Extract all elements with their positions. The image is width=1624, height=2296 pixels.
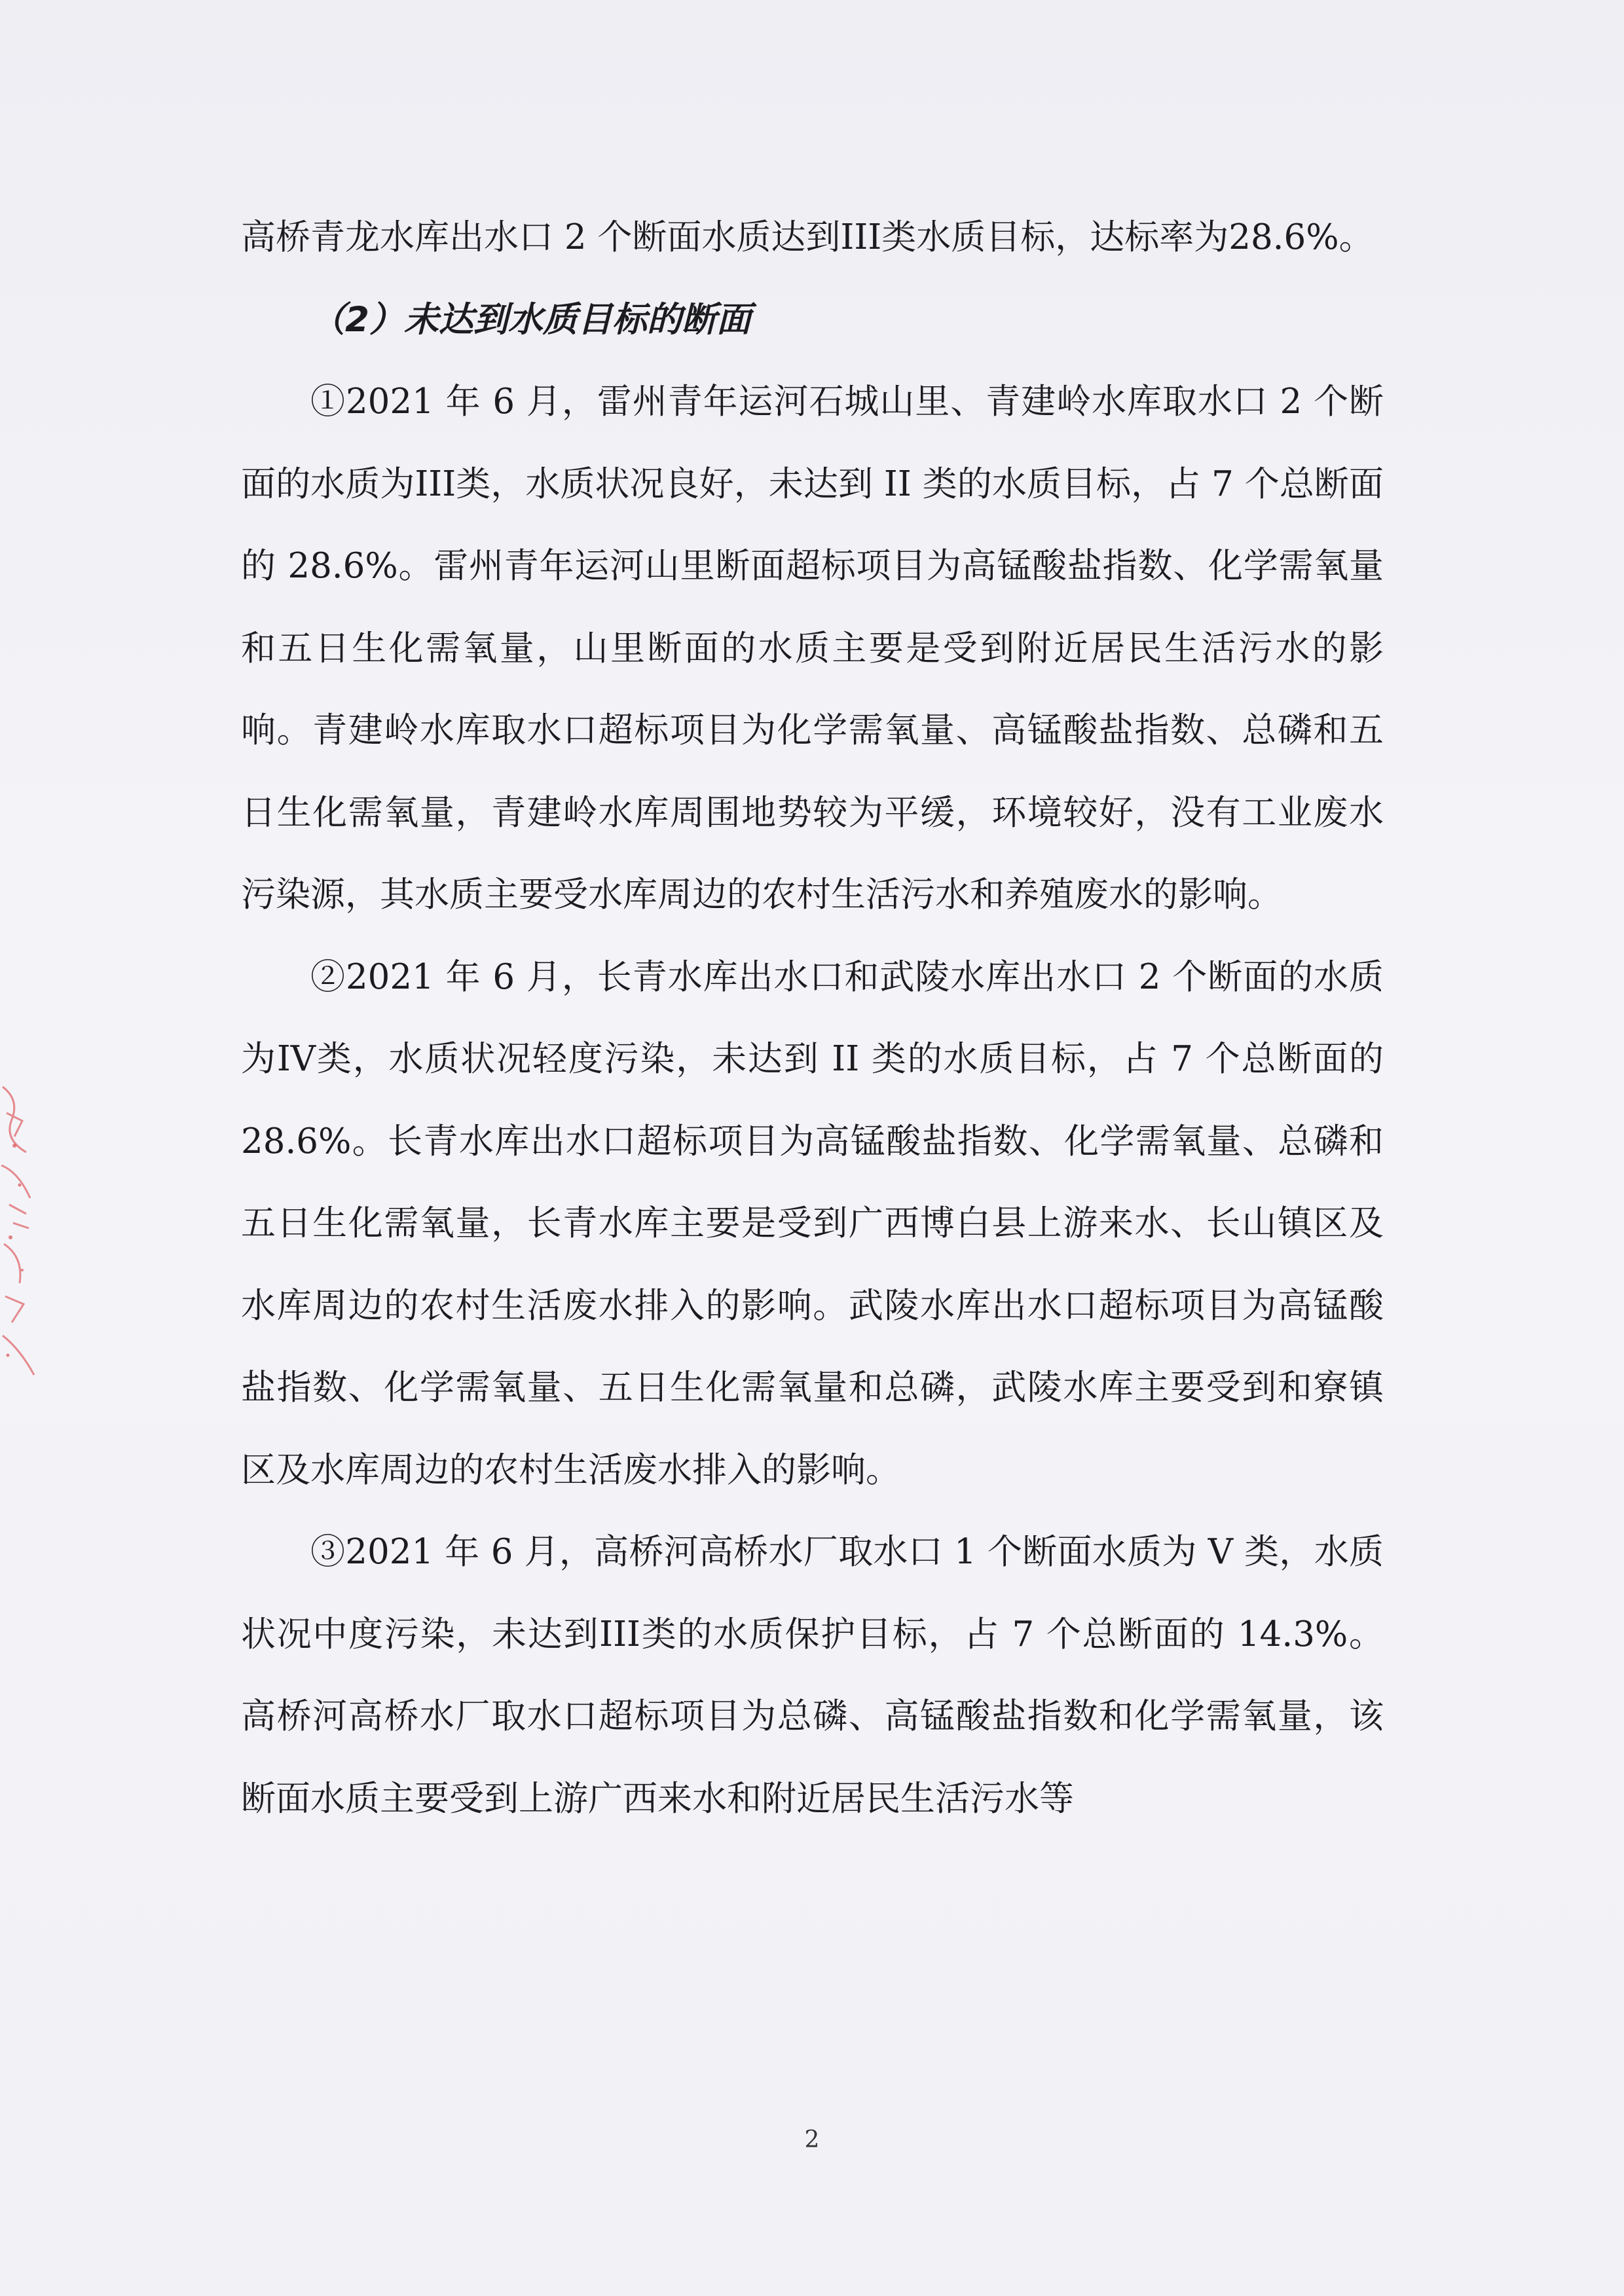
paragraph-3: ③2021 年 6 月，高桥河高桥水厂取水口 1 个断面水质为 V 类，水质状况中度污染，未达到III类的水质保护目标，占 7 个总断面的 14.3%。高桥河高桥水厂取水口超标项目为总磷、高锰酸盐指数和化学需氧量，该断面水质主要受到上游广西来水和附近居民生活污水等 [241,1532,1384,1819]
document-body [241,196,1384,1840]
paragraph-2: ②2021 年 6 月，长青水库出水口和武陵水库出水口 2 个断面的水质为IV类，水质状况轻度污染，未达到 II 类的水质目标，占 7 个总断面的 28.6%。长青水库出水口超标项目为高锰酸盐指数、化学需氧量、总磷和五日生化需氧量，长青水库主要是受到广西博白县上游来水、长山镇区及水库周边的农村生活废水排入的影响。武陵水库出水口超标项目为高锰酸盐指数、化学需氧量、五日生化需氧量和总磷，武陵水库主要受到和寮镇区及水库周边的农村生活废水排入的影响。 [241,957,1384,1490]
continuation-paragraph: 高桥青龙水库出水口 2 个断面水质达到III类水质目标，达标率为28.6%。 [241,217,1374,257]
red-seal-edge-icon [0,1074,52,1388]
page-number: 2 [804,2126,820,2153]
paragraph-1: ①2021 年 6 月，雷州青年运河石城山里、青建岭水库取水口 2 个断面的水质为III类，水质状况良好，未达到 II 类的水质目标，占 7 个总断面的 28.6%。雷州青年运河山里断面超标项目为高锰酸盐指数、化学需氧量和五日生化需氧量，山里断面的水质主要是受到附近居民生活污水的影响。青建岭水库取水口超标项目为化学需氧量、高锰酸盐指数、总磷和五日生化需氧量，青建岭水库周围地势较为平缓，环境较好，没有工业废水污染源，其水质主要受水库周边的农村生活污水和养殖废水的影响。 [241,382,1384,915]
section-heading: （2）未达到水质目标的断面 [310,299,751,340]
